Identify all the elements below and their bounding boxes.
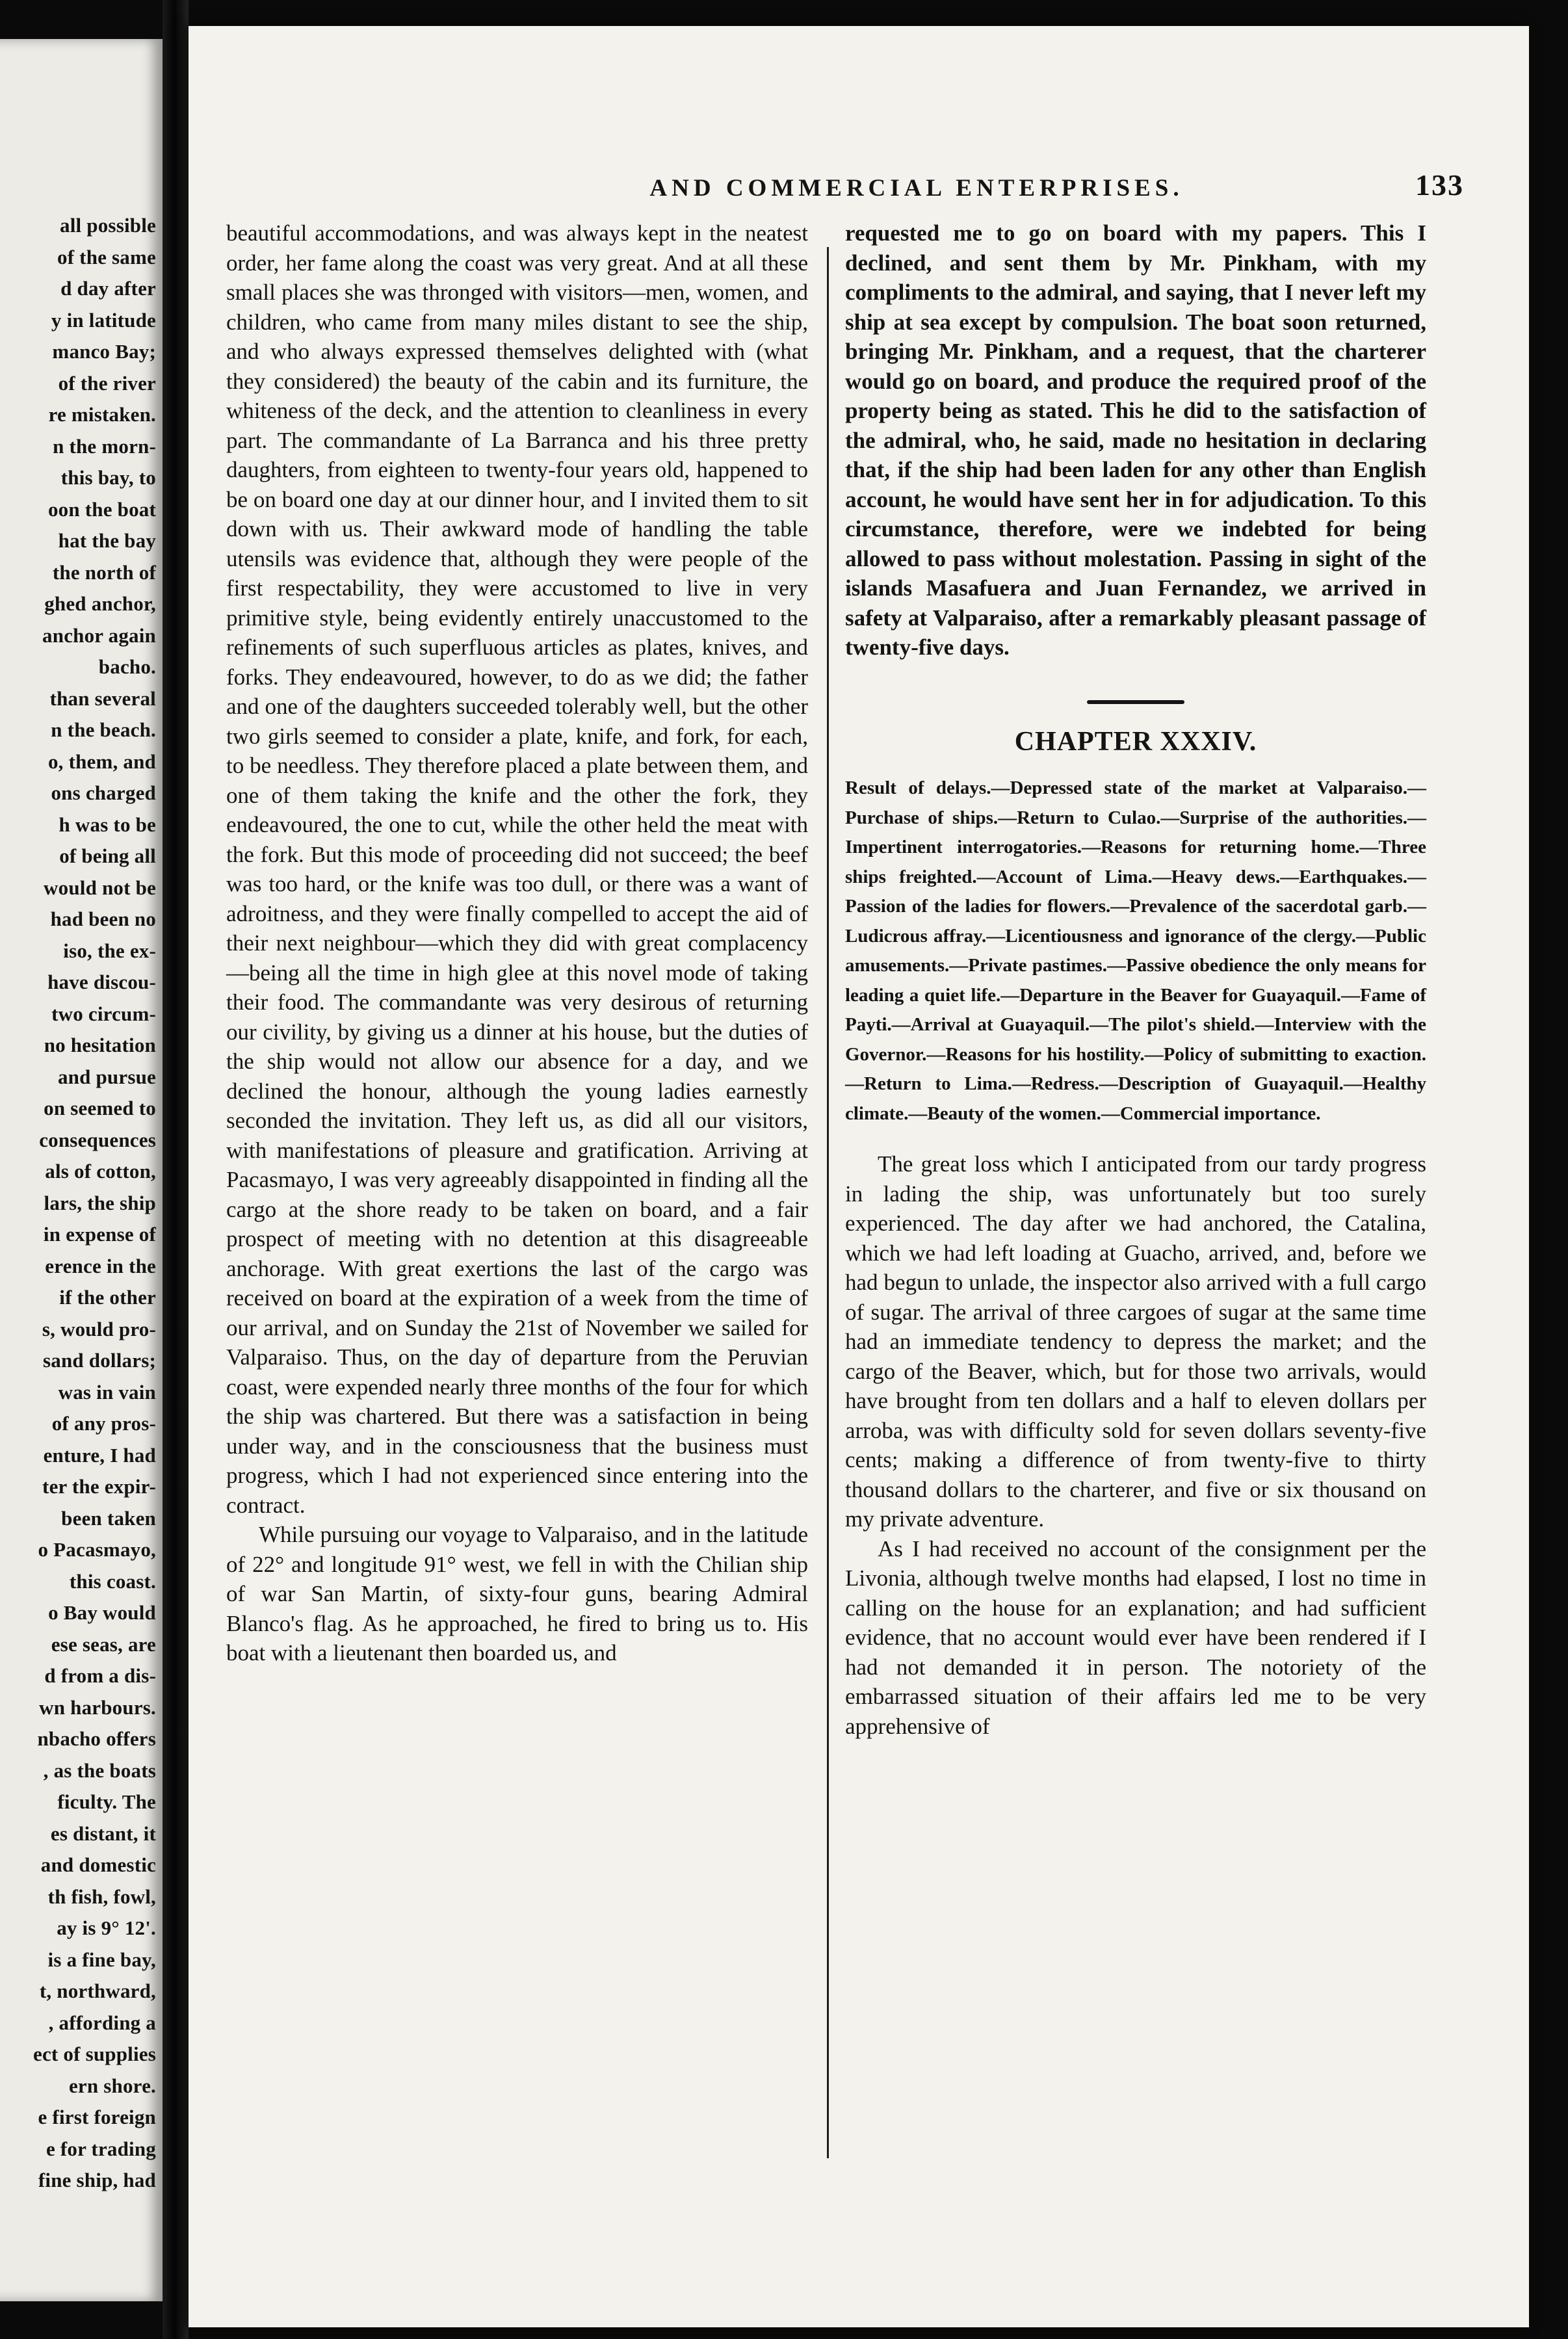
previous-page-line: would not be — [44, 876, 156, 899]
previous-page-line: of the same — [57, 245, 156, 268]
previous-page-line: n the beach. — [51, 718, 156, 741]
previous-page-line: ghed anchor, — [44, 592, 156, 615]
paragraph: While pursuing our voyage to Valparaiso, and in the latitude of 22° and longitude 91° west, we fell in with the Chilian ship of war San Martin, of sixty-four guns, bearing Admiral Blanco's flag. As he approached, he fired to bring us to. His boat with a lieutenant then boarded us, and — [226, 1522, 808, 1666]
previous-page-line: d day after — [60, 277, 156, 300]
previous-page-line: if the other — [59, 1286, 156, 1309]
previous-page-line: anchor again — [42, 623, 156, 647]
previous-page-line: had been no — [50, 908, 156, 930]
book-page — [189, 26, 1529, 2327]
previous-page-line: sand dollars; — [42, 1349, 156, 1372]
chapter-heading: CHAPTER XXXIV. — [1014, 726, 1257, 757]
previous-page-line: e first foreign — [38, 2106, 156, 2128]
chapter-summary: Result of delays.—Depressed state of the market at Valparaiso.—Purchase of ships.—Return to Culao.—Surprise of the authorities.—Impertinent interrogatories.—Reasons for returning home.—Three ships freighted.—Account of Lima.—Heavy dews.—Earthquakes.—Passion of the ladies for flowers.—Prevalence of the sacerdotal garb.—Ludicrous affray.—Licentiousness and ignorance of the clergy.—Public amusements.—Private pastimes.—Passive obedience the only means for leading a quiet life.—Departure in the Beaver for Guayaquil.—Fame of Payti.—Arrival at Guayaquil.—The pilot's shield.—Interview with the Governor.—Reasons for his hostility.—Policy of submitting to exaction.—Return to Lima.—Redress.—Description of Guayaquil.—Healthy climate.—Beauty of the women.—Commercial importance. — [845, 777, 1426, 1124]
previous-page-line: erence in the — [45, 1254, 156, 1277]
previous-page-line: e for trading — [46, 2137, 156, 2160]
previous-page-line: , as the boats — [43, 1758, 156, 1782]
previous-page-line: this bay, to — [60, 466, 156, 489]
previous-page-line: n the morn- — [53, 434, 156, 458]
previous-page-line: of the river — [58, 371, 156, 395]
previous-page-line: bacho. — [98, 655, 156, 678]
previous-page-line: hat the bay — [58, 529, 156, 552]
previous-page-fragment — [0, 39, 163, 2301]
previous-page-line: this coast. — [69, 1569, 156, 1593]
page-number: 133 — [1415, 168, 1464, 202]
previous-page-line: oon the boat — [47, 497, 156, 521]
previous-page-line: was in vain — [58, 1380, 156, 1404]
previous-page-line: ficulty. The — [57, 1790, 156, 1813]
previous-page-line: of being all — [59, 844, 156, 867]
previous-page-line: two circum- — [51, 1002, 156, 1025]
previous-page-line: fine ship, had — [38, 2169, 156, 2191]
previous-page-line: d from a dis- — [44, 1664, 156, 1687]
previous-page-line: ter the expir- — [42, 1475, 156, 1498]
previous-page-line: t, northward, — [39, 1980, 156, 2002]
previous-page-line: s, would pro- — [42, 1317, 156, 1340]
previous-page-line: nbacho offers — [37, 1727, 156, 1750]
running-head: AND COMMERCIAL ENTERPRISES. — [649, 175, 1184, 202]
previous-page-line: ese seas, are — [51, 1632, 156, 1656]
previous-page-line: ay is 9° 12'. — [57, 1916, 156, 1939]
previous-page-line: als of cotton, — [45, 1160, 156, 1183]
previous-page-line: and pursue — [57, 1065, 156, 1088]
previous-page-line: lars, the ship — [44, 1191, 156, 1214]
previous-page-line: on seemed to — [44, 1097, 156, 1119]
previous-page-line: h was to be — [59, 813, 156, 836]
previous-page-line: re mistaken. — [48, 403, 156, 426]
previous-page-line: manco Bay; — [52, 340, 156, 363]
previous-page-line: of any pros- — [51, 1412, 156, 1435]
previous-page-line: all possible — [60, 214, 156, 237]
previous-page-line: ons charged — [51, 781, 156, 804]
previous-page-line: wn harbours. — [39, 1695, 156, 1719]
paragraph: beautiful accommodations, and was always kept in the neatest order, her fame along the coast was very great. And at all these small places she was thronged with visitors—men, women, and children, who came from many miles distant to see the ship, and who always expressed themselves delighted with (what they considered) the beauty of the cabin and its furniture, the whiteness of the deck, and the attention to cleanliness in every part. The commandante of La Barranca and his three pretty daughters, from eighteen to twenty-four years old, happened to be on board one day at our dinner hour, and I invited them to sit down with us. Their awkward mode of handling the table utensils was evidence that, although they were people of the first respectability, they were accustomed to live in very primitive style, being evidently entirely unaccustomed to the refinements of such superfluous articles as plates, knives, and forks. They endeavoured, however, to do as we did; the father and one of the daughters succeeded tolerably well, but the other two girls seemed to consider a plate, knife, and fork, for each, to be needless. They therefore placed a plate between them, and one of them taking the knife and the other the fork, they endeavoured, the one to cut, while the other held the meat with the fork. But this mode of proceeding did not succeed; the beef was too hard, or the knife was too dull, or there was a want of adroitness, and they were finally compelled to accept the aid of their next neighbour—which they did with great complacency—being all the time in high glee at this novel mode of taking their food. The commandante was very desirous of returning our civility, by giving us a dinner at his house, but the duties of the ship would not allow our absence for a day, and we declined the honour, although the young ladies earnestly seconded the invitation. They left us, as did all our visitors, with manifestations of pleasure and gratification. Arriving at Pacasmayo, I was very agreeably disappointed in finding all the cargo at the shore ready to be taken on board, and a fair prospect of meeting with no detention at this disagreeable anchorage. With great exertions the last of the cargo was received on board at the expiration of a week from the time of our arrival, and on Sunday the 21st of November we sailed for Valparaiso. Thus, on the day of departure from the Peruvian coast, were expended nearly three months of the four for which the ship was chartered. But there was a satisfaction in being under way, and in the consciousness that the business must progress, which I had not experienced since entering into the contract. — [226, 220, 808, 1518]
previous-page-line: y in latitude — [51, 308, 156, 332]
left-text-column — [226, 218, 808, 1668]
previous-page-line: no hesitation — [44, 1034, 156, 1056]
previous-page-line: consequences — [39, 1128, 156, 1151]
previous-page-line: o Bay would — [48, 1601, 156, 1624]
previous-page-line: and domestic — [40, 1853, 156, 1876]
book-gutter — [163, 0, 189, 2339]
paragraph: As I had received no account of the consignment per the Livonia, although twelve months had elapsed, I lost no time in calling on the house for an explanation; and had sufficient evidence, that no account would ever have been rendered if I had not demanded it in person. The notoriety of the embarrassed situation of their affairs led me to be very apprehensive of — [845, 1535, 1426, 1739]
previous-page-line: enture, I had — [43, 1443, 156, 1467]
previous-page-line: o Pacasmayo, — [38, 1538, 156, 1561]
previous-page-line: ect of supplies — [33, 2043, 156, 2065]
previous-page-line: than several — [49, 686, 156, 710]
previous-page-line: o, them, and — [47, 750, 156, 773]
previous-page-line: iso, the ex- — [63, 939, 156, 962]
previous-page-line: been taken — [61, 1506, 156, 1530]
paragraph: requested me to go on board with my papers. This I declined, and sent them by Mr. Pinkham, with my compliments to the admiral, and saying, that I never left my ship at sea except by compulsion. The boat soon returned, bringing Mr. Pinkham, and a request, that the charterer would go on board, and produce the required proof of the property being as stated. This he did to the satisfaction of the admiral, who, he said, made no hesitation in declaring that, if the ship had been laden for any other than English account, he would have sent her in for adjudication. To this circumstance, therefore, were we indebted for being allowed to pass without molestation. Passing in sight of the islands Masafuera and Juan Fernandez, we arrived in safety at Valparaiso, after a remarkably pleasant passage of twenty-five days. — [845, 220, 1426, 660]
section-divider-rule — [1087, 700, 1184, 704]
right-text-column — [845, 218, 1426, 1741]
previous-page-line: th fish, fowl, — [47, 1885, 156, 1908]
previous-page-line: , affording a — [48, 2011, 156, 2034]
previous-page-line: the north of — [52, 560, 156, 584]
paragraph: The great loss which I anticipated from our tardy progress in lading the ship, was unfortunately but too surely experienced. The day after we had anchored, the Catalina, which we had left loading at Guacho, arrived, and, before we had begun to unlade, the inspector also arrived with a full cargo of sugar. The arrival of three cargoes of sugar at the same time had an immediate tendency to depress the market; and the cargo of the Beaver, which, but for those two arrivals, would have brought from ten dollars and a half to eleven dollars per arroba, was with difficulty sold for seven dollars seventy-five cents; making a difference of from twenty-five to thirty thousand dollars to the charterer, and five or six thousand on my private adventure. — [845, 1151, 1426, 1532]
previous-page-line: in expense of — [43, 1223, 156, 1246]
previous-page-line: es distant, it — [50, 1822, 156, 1845]
column-divider — [827, 247, 829, 2158]
previous-page-line: ern shore. — [68, 2074, 156, 2097]
previous-page-line: is a fine bay, — [47, 1948, 156, 1971]
previous-page-line: have discou- — [47, 971, 156, 993]
